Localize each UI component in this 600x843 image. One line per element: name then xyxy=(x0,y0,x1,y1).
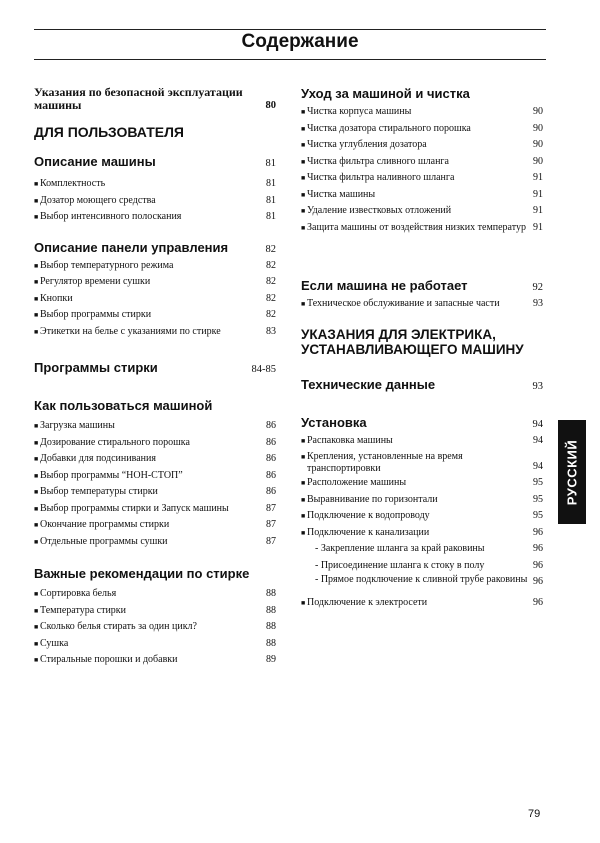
title-underline xyxy=(34,59,546,60)
section-machine xyxy=(34,154,276,226)
toc-item: ■ Отдельные программы сушки 87 xyxy=(34,535,276,547)
toc-item: ■ Крепления, установленные на время транспортировки 94 xyxy=(301,451,543,474)
language-tab xyxy=(558,420,586,524)
toc-item: ■ Дозатор моющего средства 81 xyxy=(34,194,276,206)
page-ref: 81 xyxy=(265,158,276,169)
toc-item: ■ Выбор интенсивного полоскания 81 xyxy=(34,211,276,222)
right-column xyxy=(301,86,543,611)
toc-subitem: - Присоединение шланга к стоку в полу 96 xyxy=(315,559,543,571)
top-rule xyxy=(34,29,546,30)
toc-item: ■ Подключение к канализации 96 xyxy=(301,526,543,538)
page-ref: 82 xyxy=(265,243,276,255)
item-list xyxy=(34,258,276,341)
toc-item: ■ Регулятор времени сушки 82 xyxy=(34,276,276,287)
item-list xyxy=(34,176,276,226)
page-title: Содержание xyxy=(241,31,359,52)
section-safety xyxy=(34,86,276,112)
toc-item: ■ Этикетки на белье с указаниями по стирке 83 xyxy=(34,325,276,337)
toc-item: ■ Окончание программы стирки 87 xyxy=(34,519,276,530)
item-list xyxy=(301,104,543,236)
section-panel xyxy=(34,240,276,341)
section-heading: Уход за машиной и чистка xyxy=(301,86,470,101)
toc-item: ■ Расположение машины 95 xyxy=(301,477,543,488)
toc-item: ■ Распаковка машины 94 xyxy=(301,434,543,446)
section-specs xyxy=(301,377,543,395)
toc-item: ■ Добавки для подсинивания 86 xyxy=(34,453,276,464)
toc-item: ■ Чистка фильтра наливного шланга 91 xyxy=(301,172,543,183)
toc-item: ■ Защита машины от воздействия низких температур 91 xyxy=(301,221,543,233)
toc-item: ■ Кнопки 82 xyxy=(34,292,276,304)
toc-subitem: - Закрепление шланга за край раковины 96 xyxy=(315,543,543,554)
toc-item: ■ Комплектность 81 xyxy=(34,178,276,189)
item-list xyxy=(301,433,543,542)
section-heading: Установка xyxy=(301,414,367,430)
toc-item: ■ Выравнивание по горизонтали 95 xyxy=(301,493,543,505)
section-howto xyxy=(34,398,276,550)
toc-item: ■ Чистка машины 91 xyxy=(301,188,543,200)
toc-subitem: - Прямое подключение к сливной трубе раковины 96 xyxy=(315,574,543,587)
toc-item: ■ Температура стирки 88 xyxy=(34,604,276,616)
toc-item: ■ Удаление известковых отложений 91 xyxy=(301,205,543,216)
toc-item: ■ Выбор программы “НОН-СТОП” 86 xyxy=(34,469,276,481)
section-care xyxy=(301,86,543,236)
left-column xyxy=(34,86,276,669)
item-list xyxy=(301,296,543,313)
user-section-heading: ДЛЯ ПОЛЬЗОВАТЕЛЯ xyxy=(34,124,184,140)
page-ref: 80 xyxy=(265,100,276,111)
toc-item: ■ Сортировка белья 88 xyxy=(34,588,276,599)
language-tab-label: РУССКИЙ xyxy=(564,439,580,505)
toc-item: ■ Чистка дозатора стирального порошка 90 xyxy=(301,122,543,134)
toc-item: ■ Подключение к водопроводу 95 xyxy=(301,510,543,521)
toc-item: ■ Чистка углубления дозатора 90 xyxy=(301,139,543,150)
section-trouble xyxy=(301,278,543,313)
section-heading: Описание панели управления xyxy=(34,239,229,255)
toc-item: ■ Загрузка машины 86 xyxy=(34,420,276,431)
page-ref: 94 xyxy=(532,418,543,430)
section-heading: Важные рекомендации по стирке xyxy=(34,566,250,581)
electrician-section-heading: УКАЗАНИЯ ДЛЯ ЭЛЕКТРИКА, УСТАНАВЛИВАЮЩЕГО МАШИНУ xyxy=(301,326,524,357)
toc-item: ■ Сушка 88 xyxy=(34,637,276,649)
item-list xyxy=(34,418,276,550)
page-number: 79 xyxy=(528,808,541,820)
toc-item: ■ Выбор температуры стирки 86 xyxy=(34,486,276,497)
page-ref: 84-85 xyxy=(251,364,276,375)
section-heading: Как пользоваться машиной xyxy=(34,398,213,413)
section-heading: Описание машины xyxy=(34,154,156,169)
toc-item: ■ Техническое обслуживание и запасные части 93 xyxy=(301,298,543,309)
toc-item: ■ Подключение к электросети 96 xyxy=(301,596,543,608)
toc-item: ■ Выбор температурного режима 82 xyxy=(34,259,276,271)
section-advice xyxy=(34,566,276,669)
section-install xyxy=(301,415,543,612)
toc-item: ■ Выбор программы стирки 82 xyxy=(34,309,276,320)
section-heading: Если машина не работает xyxy=(301,278,468,293)
section-heading: Программы стирки xyxy=(34,360,158,375)
page-ref: 93 xyxy=(532,380,543,392)
toc-item: ■ Дозирование стирального порошка 86 xyxy=(34,436,276,448)
toc-item: ■ Выбор программы стирки и Запуск машины 87 xyxy=(34,502,276,514)
section-programs xyxy=(34,360,276,378)
page-ref: 92 xyxy=(532,282,543,293)
toc-item: ■ Чистка корпуса машины 90 xyxy=(301,106,543,117)
toc-item: ■ Сколько белья стирать за один цикл? 88 xyxy=(34,621,276,632)
item-list xyxy=(34,586,276,669)
section-heading: Технические данные xyxy=(301,376,436,392)
toc-item: ■ Чистка фильтра сливного шланга 90 xyxy=(301,155,543,167)
safety-heading: Указания по безопасной эксплуатации машины xyxy=(34,85,243,112)
toc-item: ■ Стиральные порошки и добавки 89 xyxy=(34,654,276,665)
